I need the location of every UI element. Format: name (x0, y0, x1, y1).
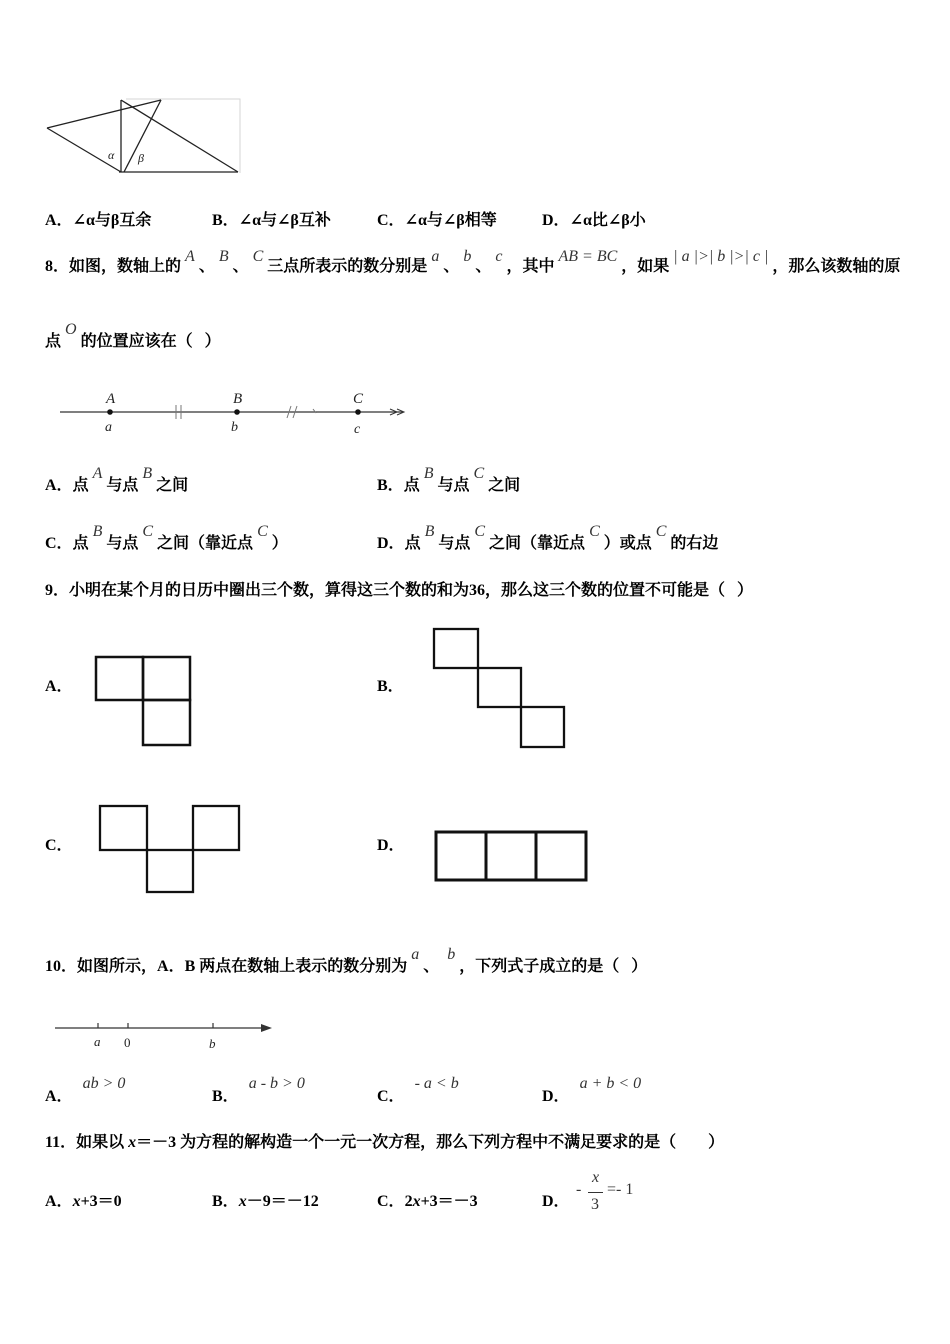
q11-stem (45, 1132, 724, 1154)
point-a-label: A (106, 391, 116, 407)
option-text: ） (271, 535, 288, 552)
point-b-label: B (233, 391, 243, 407)
option-text: 之间（靠近点 (489, 535, 586, 552)
math-var-b: b (463, 248, 472, 265)
math-var-x: x (128, 1134, 137, 1151)
stem-text: ，如果 (621, 258, 670, 275)
option-label: B． (212, 1193, 239, 1210)
q8-option-d (377, 523, 719, 555)
calendar-cell (147, 850, 193, 892)
stem-text: 点 (45, 333, 62, 350)
stem-text: ，其中 (506, 258, 555, 275)
arrow-head (261, 1024, 272, 1032)
calendar-cell (536, 832, 586, 880)
math-point: C (142, 523, 154, 540)
option-text: 与点 (437, 477, 470, 494)
q9-stem (45, 580, 753, 602)
alpha-label: α (108, 148, 115, 162)
math-inequality: | a |>| b |>| c | (673, 248, 769, 265)
option-text: 与点 (438, 535, 471, 552)
q10-option-a (45, 1075, 129, 1108)
stem-text: 、 (423, 958, 440, 975)
calendar-cell (486, 832, 536, 880)
q8-option-c (45, 523, 288, 555)
calendar-cell (96, 657, 143, 700)
fraction-bar (588, 1192, 603, 1193)
math-point: B (142, 465, 153, 482)
option-label: D． (377, 535, 405, 552)
option-text: ∠α与β互余 (72, 212, 152, 229)
point-a-dot (107, 409, 113, 415)
option-label: C． (377, 1193, 405, 1210)
option-text: ∠α比∠β小 (569, 212, 646, 229)
stem-text: ，下列式子成立的是（ ） (459, 958, 648, 975)
option-label: D． (542, 212, 570, 229)
option-text: －9＝－12 (246, 1193, 319, 1210)
question-number: 8． (45, 258, 70, 275)
option-expression: a - b > 0 (248, 1075, 305, 1092)
value-c-label: c (354, 422, 361, 437)
math-point: C (257, 523, 268, 540)
fraction-numerator: x (592, 1169, 600, 1186)
option-text: 之间 (488, 477, 521, 494)
option-label: A． (45, 1193, 73, 1210)
option-expression: - a < b (414, 1075, 459, 1092)
q8-stem-line2 (45, 321, 221, 353)
option-text: +3＝－3 (420, 1193, 478, 1210)
q8-stem-line1 (45, 248, 901, 278)
math-point: C (474, 523, 486, 540)
stem-text: 如图所示，A．B 两点在数轴上表示的数分别为 (77, 958, 408, 975)
option-text: +3＝0 (80, 1193, 122, 1210)
calendar-cell (436, 832, 486, 880)
option-text: 点 (403, 477, 420, 494)
question-number: 10． (45, 958, 78, 975)
option-text: 之间（靠近点 (157, 535, 254, 552)
q9-option-b-shape (428, 623, 570, 753)
stem-text: 三点所表示的数分别是 (267, 258, 428, 275)
option-label: A． (45, 477, 73, 494)
option-text: 点 (72, 477, 89, 494)
option-expression: ab > 0 (82, 1075, 126, 1092)
q11-option-d (542, 1191, 570, 1213)
option-label: D． (542, 1193, 570, 1210)
q7-option-c (377, 210, 497, 232)
q10-stem (45, 946, 648, 978)
option-text: ∠α与∠β互补 (238, 212, 331, 229)
q7-option-b (212, 210, 331, 232)
q9-option-a-label: A． (45, 678, 73, 695)
option-text: ∠α与∠β相等 (404, 212, 497, 229)
fraction-denominator: 3 (591, 1196, 599, 1213)
option-text: 之间 (156, 477, 189, 494)
q8-number-line (55, 380, 415, 438)
q11-option-b (212, 1191, 319, 1213)
q11-option-c (377, 1191, 478, 1213)
q10-number-line (50, 1015, 280, 1055)
math-point: B (92, 523, 103, 540)
option-text: 2 (404, 1193, 413, 1210)
option-label: C． (45, 535, 73, 552)
stem-text: ，那么该数轴的原 (772, 258, 901, 275)
calendar-cell (521, 707, 564, 747)
math-point-a: A (185, 248, 195, 265)
q10-option-c (377, 1075, 463, 1108)
q7-angle-figure (40, 92, 250, 182)
option-text: 与点 (106, 477, 139, 494)
option-text: 点 (72, 535, 89, 552)
math-point: A (92, 465, 103, 482)
option-label: A． (45, 212, 73, 229)
math-var-c: c (495, 248, 503, 265)
math-equation: AB = BC (558, 248, 618, 265)
label-zero: 0 (124, 1035, 131, 1050)
option-label: B． (377, 477, 404, 494)
stem-text: 的位置应该在（ ） (80, 333, 221, 350)
math-point-o: O (65, 321, 77, 338)
point-c-dot (355, 409, 361, 415)
option-text: 的右边 (670, 535, 719, 552)
math-var-x: x (72, 1193, 81, 1210)
option-expression: a + b < 0 (579, 1075, 642, 1092)
math-var-b: b (447, 946, 456, 963)
label-a: a (94, 1034, 101, 1049)
stem-text: 如图，数轴上的 (69, 258, 182, 275)
math-point: C (473, 465, 485, 482)
math-point: C (589, 523, 600, 540)
q9-option-d-shape (430, 826, 592, 886)
q8-option-b (377, 465, 521, 497)
math-point: B (424, 523, 435, 540)
calendar-cell (193, 806, 239, 850)
q7-option-d (542, 210, 646, 232)
q9-option-c-shape (94, 800, 245, 898)
math-point-b: B (218, 248, 229, 265)
stem-text: 、 (443, 258, 460, 275)
option-text: 点 (404, 535, 421, 552)
option-text: ）或点 (603, 535, 652, 552)
math-var-a: a (411, 946, 420, 963)
calendar-cell (434, 629, 478, 668)
q9-option-c-label: C． (45, 837, 73, 854)
stem-text: 小明在某个月的日历中圈出三个数，算得这三个数的和为36，那么这三个数的位置不可能是（ ） (69, 582, 754, 599)
q10-option-b (212, 1075, 309, 1108)
math-point: B (423, 465, 434, 482)
q10-option-d (542, 1075, 645, 1108)
option-label: C． (377, 1088, 405, 1105)
stem-text: 、 (198, 258, 215, 275)
q9-option-d-label: D． (377, 837, 405, 854)
math-var-x: x (412, 1193, 421, 1210)
label-b: b (209, 1036, 216, 1051)
option-label: B． (212, 1088, 239, 1105)
fraction-sign: - (576, 1181, 582, 1198)
stem-text: 、 (475, 258, 492, 275)
q9-option-b-label: B． (377, 678, 404, 695)
math-point: C (655, 523, 667, 540)
math-var-a: a (431, 248, 440, 265)
q11-option-d-fraction (572, 1166, 652, 1216)
calendar-cell (143, 700, 190, 745)
calendar-cell (143, 657, 190, 700)
q11-option-a (45, 1191, 122, 1213)
calendar-cell (478, 668, 521, 707)
question-number: 11． (45, 1134, 77, 1151)
q7-option-a (45, 210, 151, 232)
point-b-dot (234, 409, 240, 415)
stem-text: 、 (232, 258, 249, 275)
beta-label: β (138, 151, 144, 165)
stem-text: 如果以 (76, 1134, 129, 1151)
option-label: C． (377, 212, 405, 229)
option-label: B． (212, 212, 239, 229)
q8-option-a (45, 465, 189, 497)
fraction-rest: =- 1 (607, 1181, 634, 1198)
question-number: 9． (45, 582, 70, 599)
calendar-cell (100, 806, 147, 850)
option-text: 与点 (106, 535, 139, 552)
value-b-label: b (231, 420, 238, 435)
q9-option-a-shape (90, 650, 196, 752)
math-var-x: x (238, 1193, 247, 1210)
option-label: A． (45, 1088, 73, 1105)
math-point-c: C (252, 248, 264, 265)
option-label: D． (542, 1088, 570, 1105)
value-a-label: a (105, 420, 112, 435)
stem-text: ＝－3 为方程的解构造一个一元一次方程，那么下列方程中不满足要求的是（ ） (136, 1134, 725, 1151)
point-c-label: C (353, 391, 364, 407)
